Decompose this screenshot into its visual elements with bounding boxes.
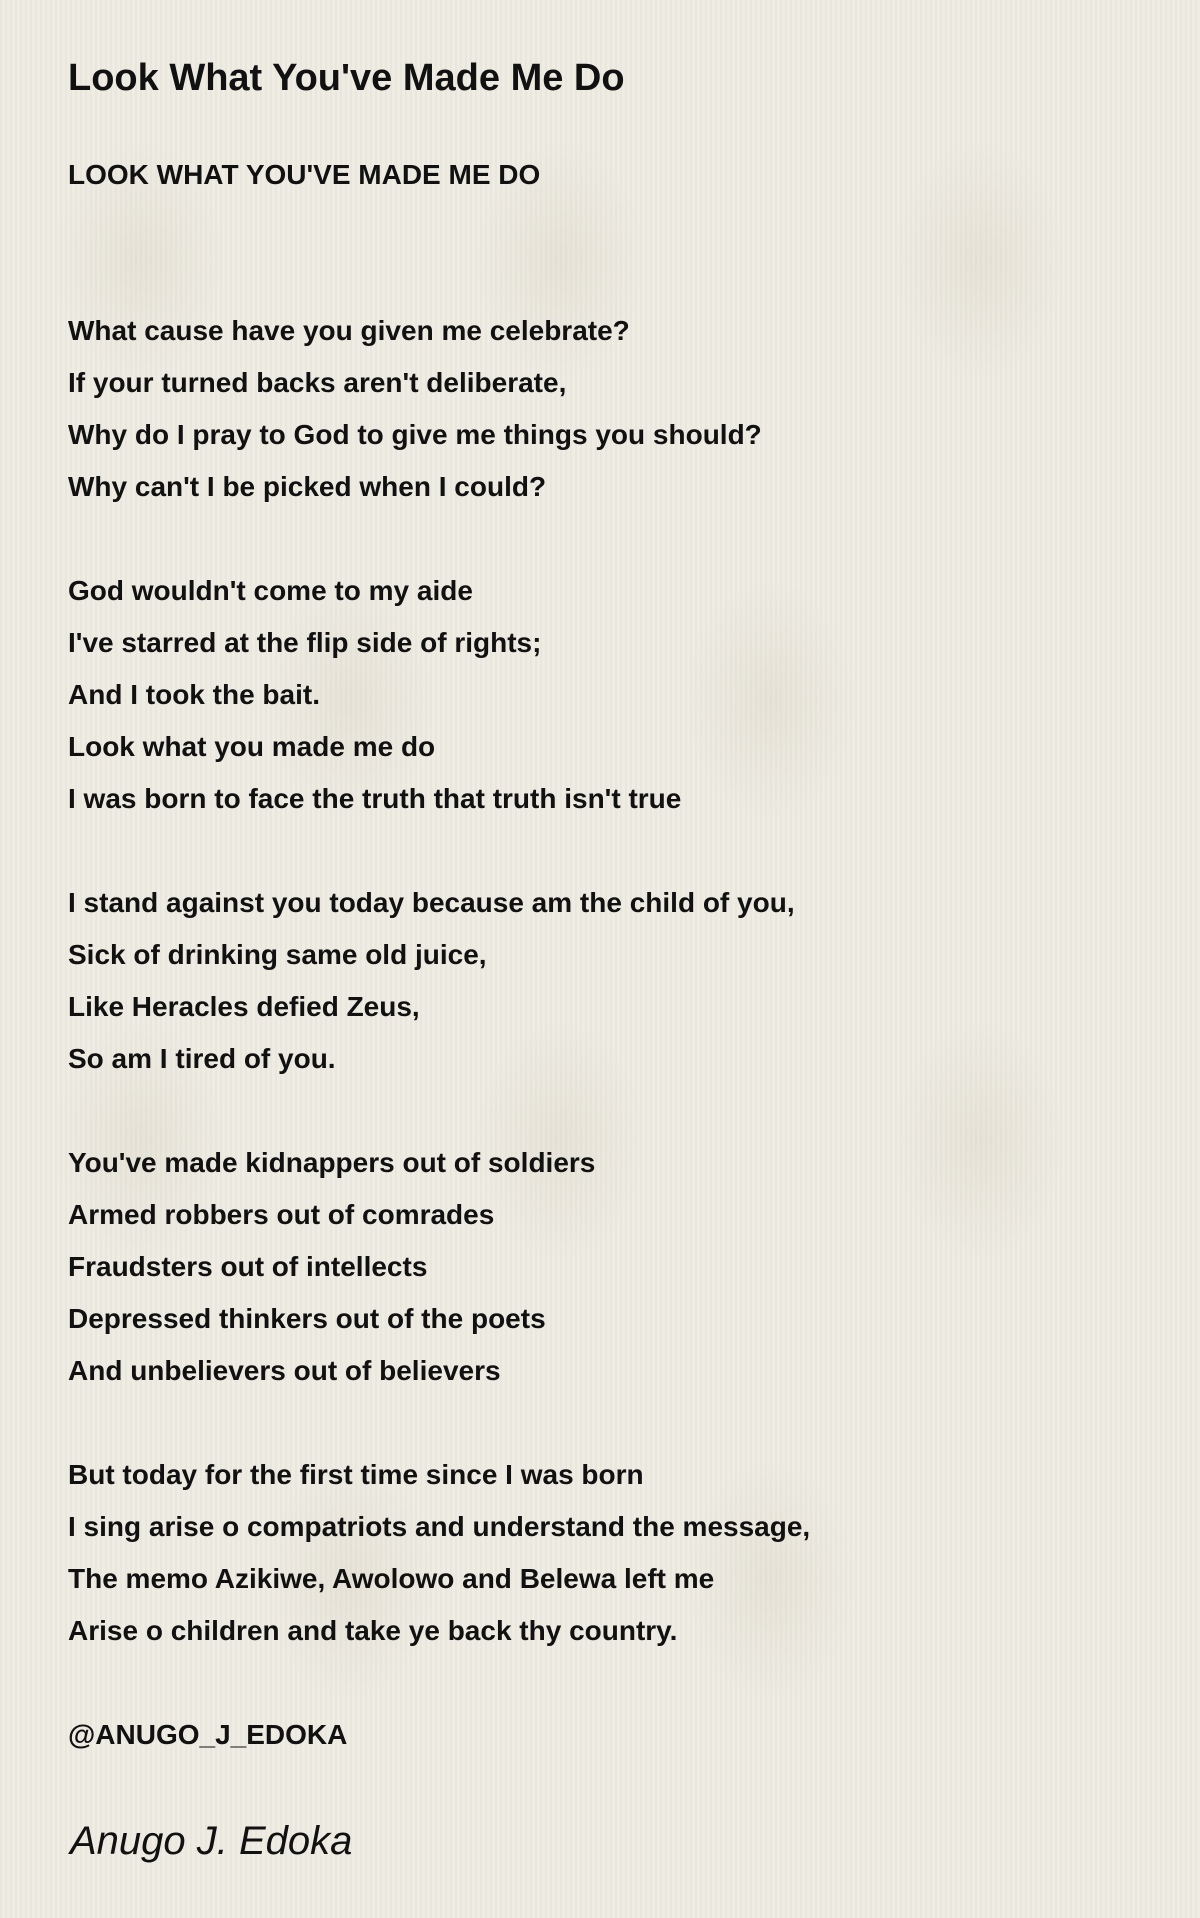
poem-line: The memo Azikiwe, Awolowo and Belewa left me [68,1563,715,1594]
stanza-gap [68,825,1148,877]
poem-line: But today for the first time since I was born [68,1459,644,1490]
poem-line: And unbelievers out of believers [68,1355,501,1386]
poem-line: Arise o children and take ye back thy country. [68,1615,678,1646]
poem-line: Look what you made me do [68,731,436,762]
poem-body [68,149,1148,1761]
poem-line: So am I tired of you. [68,1043,336,1074]
stanza-gap [68,1657,1148,1709]
poem-line: Why do I pray to God to give me things you should? [68,419,762,450]
poem-line: @ANUGO_J_EDOKA [68,1719,348,1750]
poem-line: I stand against you today because am the child of you, [68,887,795,918]
poem-line: You've made kidnappers out of soldiers [68,1147,596,1178]
poem-line: Armed robbers out of comrades [68,1199,495,1230]
poem-author: Anugo J. Edoka [70,1819,353,1863]
poem-line: Why can't I be picked when I could? [68,471,547,502]
poem-line: Like Heracles defied Zeus, [68,991,420,1022]
poem-line: I've starred at the flip side of rights; [68,627,542,658]
poem-line: I was born to face the truth that truth isn't true [68,783,682,814]
poem-line: And I took the bait. [68,679,320,710]
stanza-gap [68,253,1148,305]
poem-line: Fraudsters out of intellects [68,1251,428,1282]
poem-line: What cause have you given me celebrate? [68,315,630,346]
poem-title: Look What You've Made Me Do [68,57,625,99]
poem-line: If your turned backs aren't deliberate, [68,367,567,398]
stanza-gap [68,1085,1148,1137]
stanza-gap [68,201,1148,253]
poem-line: LOOK WHAT YOU'VE MADE ME DO [68,159,541,190]
poem-line: Depressed thinkers out of the poets [68,1303,546,1334]
stanza-gap [68,1397,1148,1449]
stanza-gap [68,513,1148,565]
poem-line: I sing arise o compatriots and understand the message, [68,1511,811,1542]
poem-line: God wouldn't come to my aide [68,575,473,606]
poem-line: Sick of drinking same old juice, [68,939,487,970]
